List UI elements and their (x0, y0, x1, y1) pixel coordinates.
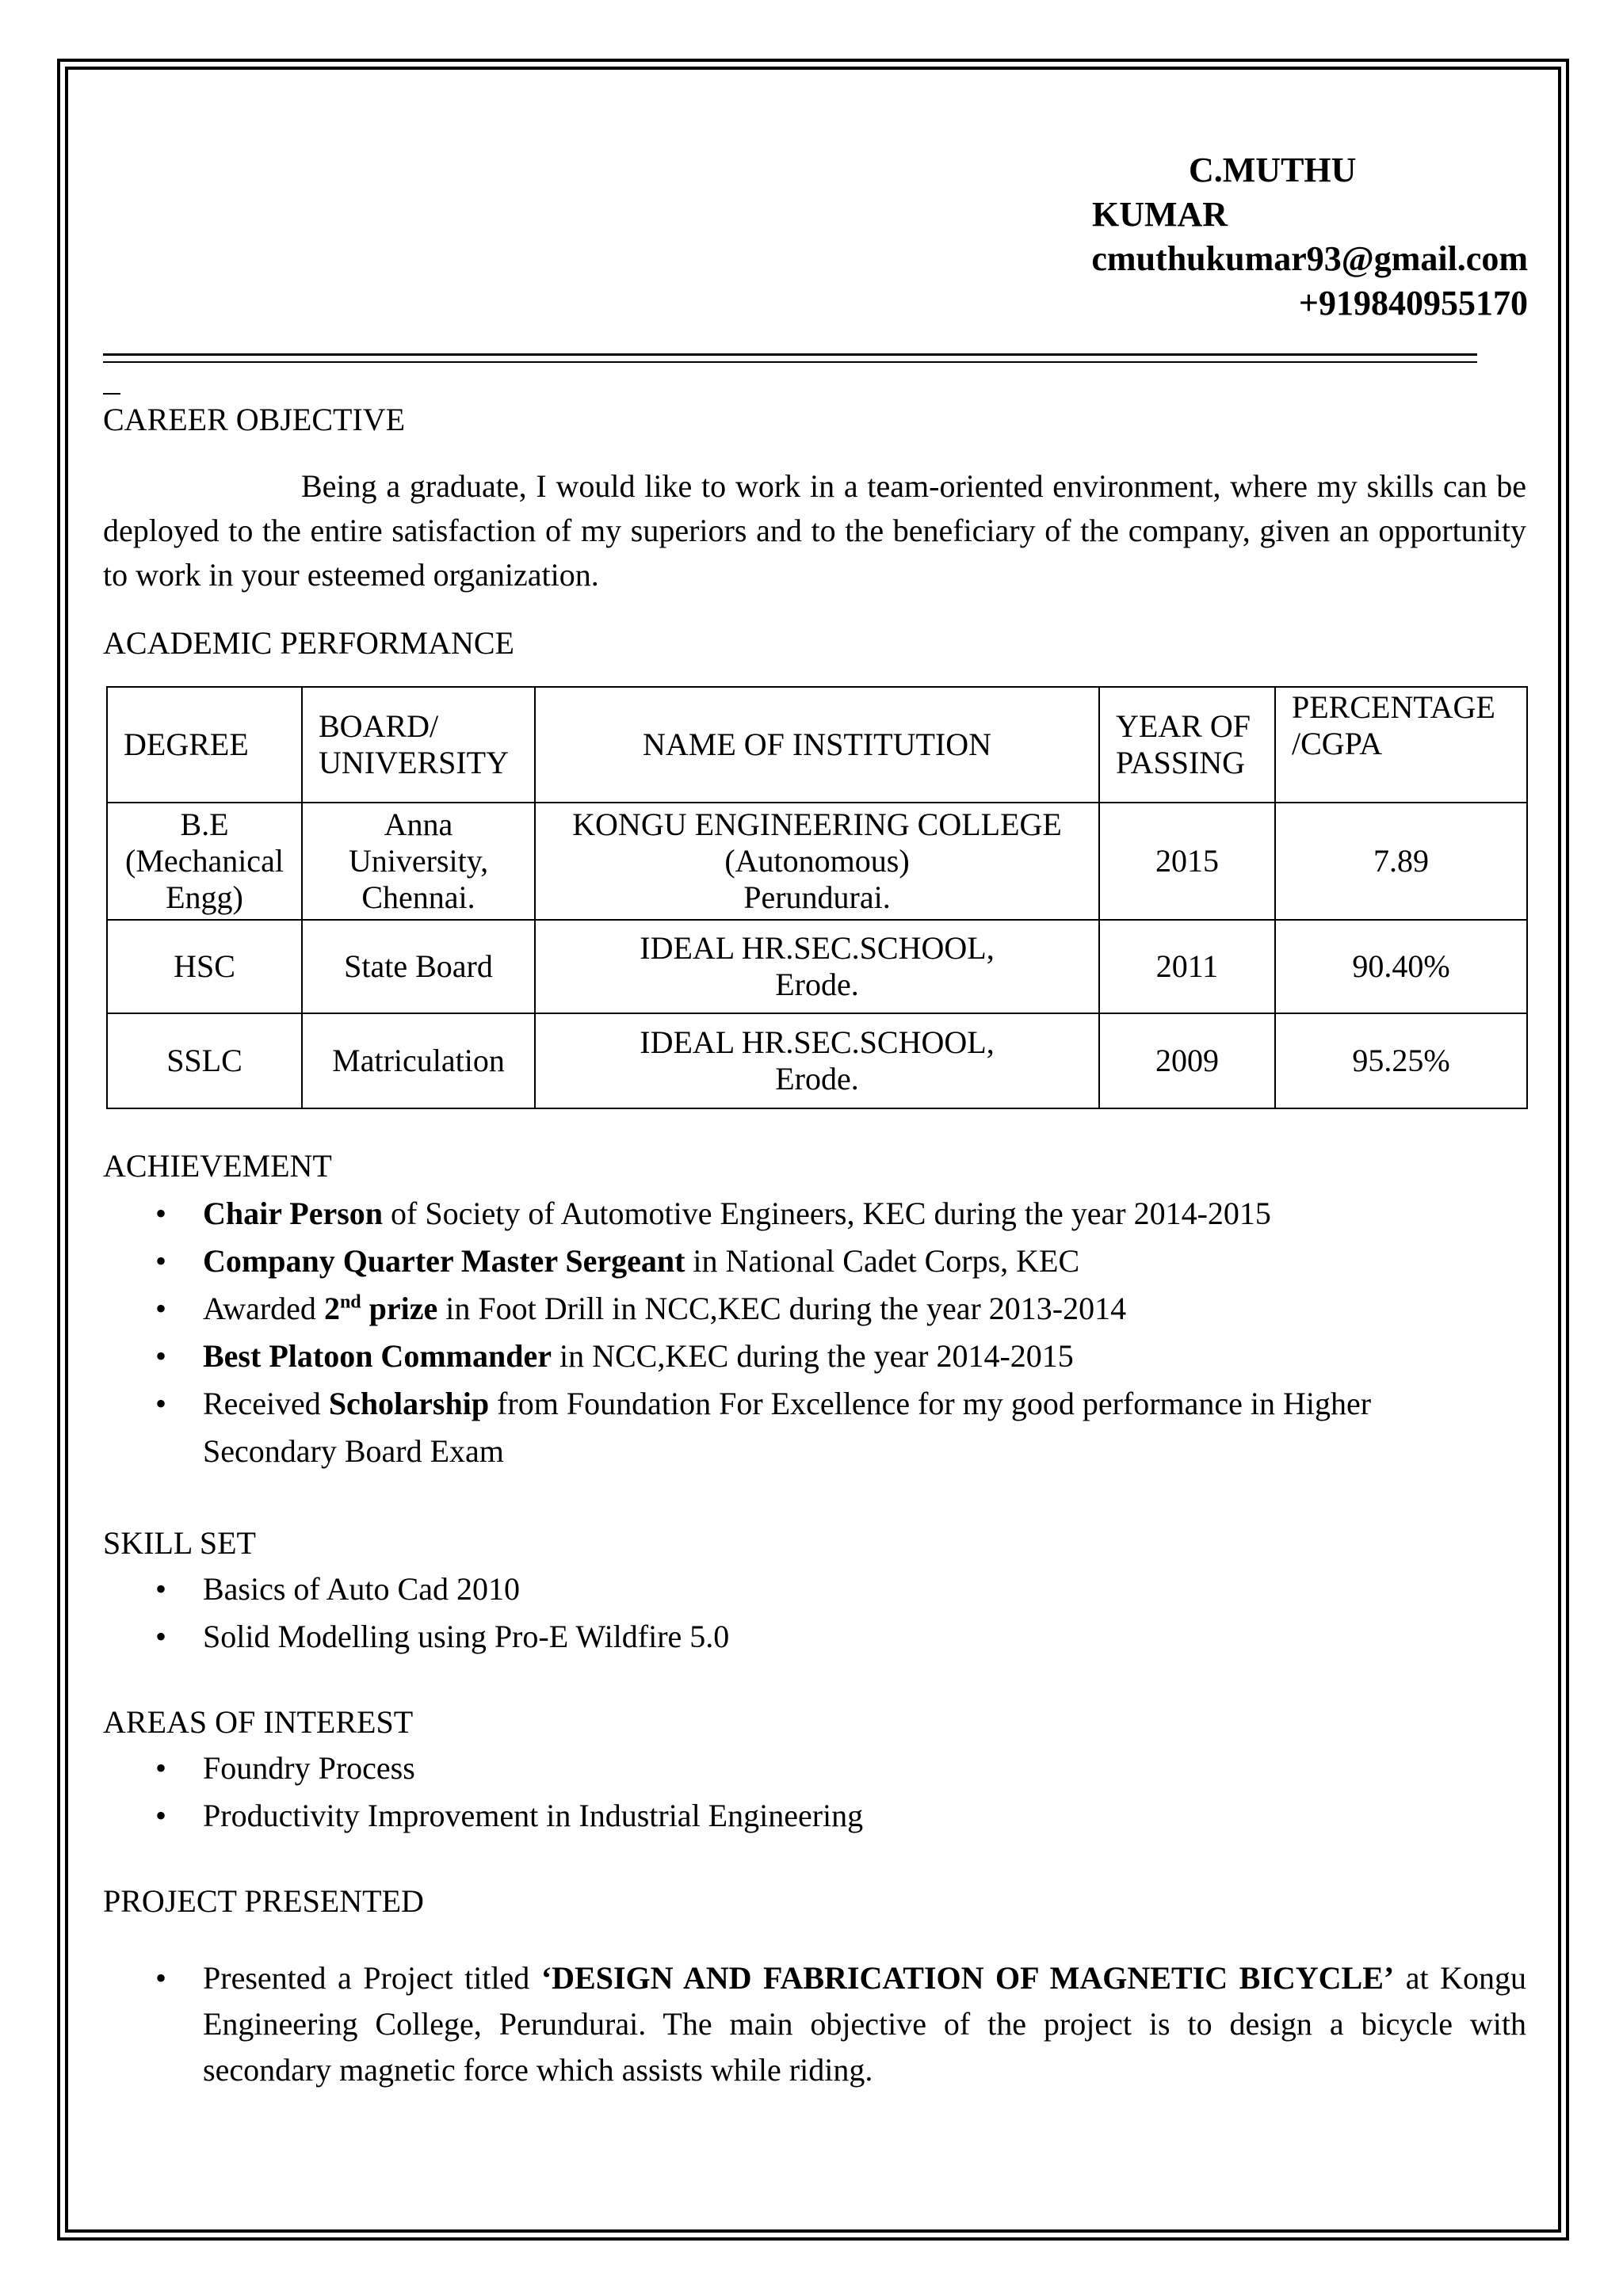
list-item: • Company Quarter Master Sergeant in National Cadet Corps, KEC (103, 1238, 1526, 1285)
cell-year: 2011 (1099, 920, 1275, 1013)
bullet-icon: • (155, 1243, 167, 1279)
header-rule-top (103, 353, 1477, 356)
email: cmuthukumar93@gmail.com (1091, 239, 1528, 278)
cell-year: 2015 (1099, 803, 1275, 920)
table-row (107, 803, 1527, 920)
skills-title: SKILL SET (103, 1525, 256, 1561)
skills-list (103, 1566, 1526, 1661)
list-item: • Awarded 2nd prize in Foot Drill in NCC,KEC during the year 2013-2014 (103, 1285, 1526, 1333)
bullet-icon: • (155, 1338, 167, 1374)
achievement-title: ACHIEVEMENT (103, 1148, 332, 1184)
list-item: • Best Platoon Commander in NCC,KEC during the year 2014-2015 (103, 1333, 1526, 1380)
list-item: • Solid Modelling using Pro-E Wildfire 5.0 (103, 1613, 1526, 1661)
cell-institution: IDEAL HR.SEC.SCHOOL, Erode. (535, 1013, 1099, 1108)
bullet-icon: • (155, 1960, 167, 1996)
academic-table (106, 686, 1528, 1109)
table-row (107, 1013, 1527, 1108)
achievement-list (103, 1190, 1526, 1475)
cell-degree: B.E (Mechanical Engg) (107, 803, 302, 920)
header-rule-bottom (103, 361, 1477, 363)
header-institution: NAME OF INSTITUTION (535, 687, 1099, 803)
cell-degree: SSLC (107, 1013, 302, 1108)
phone: +919840955170 (1298, 284, 1528, 322)
header-percentage: PERCENTAGE /CGPA (1275, 687, 1527, 803)
name-line-2: KUMAR (1092, 195, 1228, 234)
header-board: BOARD/ UNIVERSITY (302, 687, 535, 803)
academic-title: ACADEMIC PERFORMANCE (103, 625, 514, 661)
header-degree: DEGREE (107, 687, 302, 803)
project-list (103, 1955, 1526, 2093)
list-item: • Foundry Process (103, 1745, 1526, 1792)
cell-year: 2009 (1099, 1013, 1275, 1108)
project-title: PROJECT PRESENTED (103, 1883, 424, 1919)
list-item: • Received Scholarship from Foundation For Excellence for my good performance in Higher Secondary Board Exam (103, 1380, 1526, 1475)
cell-board: Matriculation (302, 1013, 535, 1108)
cell-institution: IDEAL HR.SEC.SCHOOL, Erode. (535, 920, 1099, 1013)
interests-title: AREAS OF INTEREST (103, 1704, 414, 1740)
cell-degree: HSC (107, 920, 302, 1013)
header-year: YEAR OF PASSING (1099, 687, 1275, 803)
list-item: • Productivity Improvement in Industrial Engineering (103, 1792, 1526, 1840)
small-mark (103, 393, 120, 395)
cell-score: 7.89 (1275, 803, 1527, 920)
name-line-1: C.MUTHU (1189, 151, 1357, 189)
cell-board: Anna University, Chennai. (302, 803, 535, 920)
career-objective-title: CAREER OBJECTIVE (103, 402, 406, 437)
career-objective-text: Being a graduate, I would like to work in a team-oriented environment, where my skills can be deployed to the entire satisfaction of my superiors and to the beneficiary of the company, given an opportunity to work in your esteemed organization. (103, 468, 1526, 593)
bullet-icon: • (155, 1291, 167, 1326)
cell-board: State Board (302, 920, 535, 1013)
bullet-icon: • (155, 1196, 167, 1231)
bullet-icon: • (155, 1386, 167, 1421)
list-item: • Presented a Project titled ‘DESIGN AND FABRICATION OF MAGNETIC BICYCLE’ at Kongu Engineering College, Perundurai. The main objective of the project is to design a bicycle with secondary magnetic force which assists while riding. (103, 1955, 1526, 2093)
table-row (107, 920, 1527, 1013)
list-item: • Chair Person of Society of Automotive Engineers, KEC during the year 2014-2015 (103, 1190, 1526, 1238)
cell-institution: KONGU ENGINEERING COLLEGE (Autonomous) Perundurai. (535, 803, 1099, 920)
bullet-icon: • (155, 1798, 167, 1833)
list-item: • Basics of Auto Cad 2010 (103, 1566, 1526, 1613)
bullet-icon: • (155, 1619, 167, 1654)
interests-list (103, 1745, 1526, 1840)
cell-score: 95.25% (1275, 1013, 1527, 1108)
cell-score: 90.40% (1275, 920, 1527, 1013)
table-header-row (107, 687, 1527, 803)
bullet-icon: • (155, 1571, 167, 1607)
bullet-icon: • (155, 1750, 167, 1786)
